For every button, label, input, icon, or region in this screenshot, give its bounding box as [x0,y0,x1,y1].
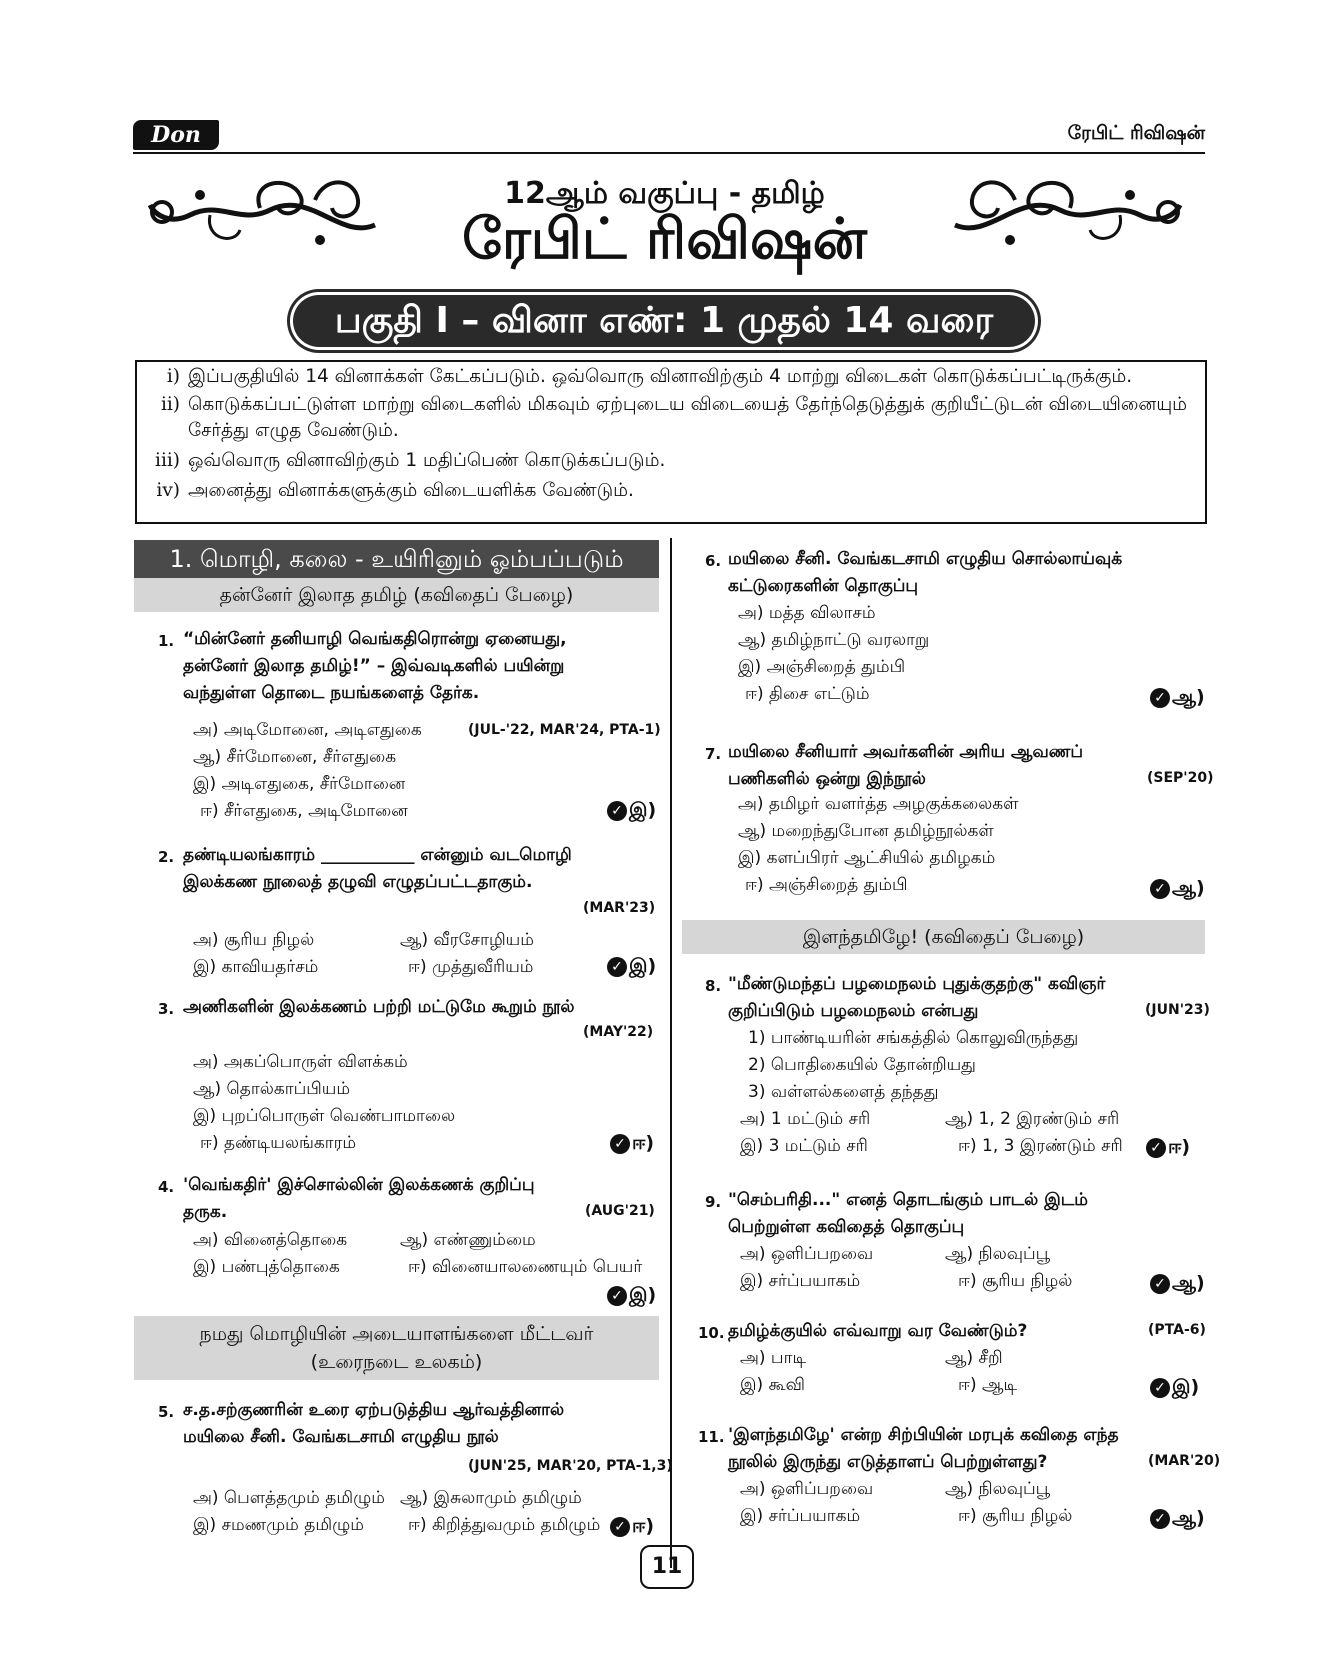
exam-tag: (MAR'20) [1148,1453,1221,1469]
question-number: 3. [158,1000,175,1018]
class-subtitle: 12ஆம் வகுப்பு - தமிழ் [504,176,825,211]
question-text: தன்னேர் இலாத தமிழ்!” – இவ்வடிகளில் பயின்று [183,656,565,676]
option: இ) சமணமும் தமிழும் [193,1515,364,1535]
question-text: கட்டுரைகளின் தொகுப்பு [728,576,919,596]
option: அ) ஒளிப்பறவை [740,1479,874,1499]
question-text: மயிலை சீனி. வேங்கடசாமி எழுதிய சொல்லாய்வுக் [728,549,1123,569]
exam-tag: (AUG'21) [585,1203,655,1219]
option: ஈ) முத்துவீரியம் [408,957,534,977]
option: ஈ) சூரிய நிழல் [958,1271,1073,1291]
instruction-line: iv) அனைத்து வினாக்களுக்கும் விடையளிக்க வேண்டும். [156,480,634,501]
check-icon: ✓ [1150,688,1170,708]
question-number: 8. [705,977,722,995]
question-number: 5. [158,1403,175,1421]
option: ஆ) எண்ணும்மை [400,1230,536,1250]
check-icon: ✓ [607,1286,627,1306]
answer-mark: ✓ ஈ) [610,1515,654,1540]
option: ஆ) நிலவுப்பூ [945,1244,1051,1264]
question-text: மயிலை சீனியார் அவர்களின் அரிய ஆவணப் [728,742,1084,762]
brand-logo: Don [133,120,219,150]
exam-tag: (MAR'23) [583,900,656,916]
check-icon: ✓ [1150,879,1170,899]
question-text: தண்டியலங்காரம் ___________ என்னும் வடமொழி [183,845,572,865]
section-heading-line: நமது மொழியின் அடையாளங்களை மீட்டவர் [199,1323,594,1345]
option: இ) கூவி [740,1375,805,1395]
statement: 3) வள்ளல்களைத் தந்தது [748,1082,939,1102]
check-icon: ✓ [1150,1274,1170,1294]
question-text: பெற்றுள்ள கவிதைத் தொகுப்பு [728,1217,965,1237]
check-icon: ✓ [607,957,627,977]
option: ஆ) மறைந்துபோன தமிழ்நூல்கள் [738,821,994,841]
instruction-line: ii) கொடுக்கப்பட்டுள்ள மாற்று விடைகளில் மிகவும் ஏற்புடைய விடையைத் தேர்ந்தெடுத்துக் குறியீட்டுடன் விடையினையும் [160,394,1188,415]
exam-tag: (MAY'22) [583,1024,654,1040]
option: ஈ) சீர்எதுகை, அடிமோனை [200,801,408,821]
answer-mark: ✓ இ) [607,1284,656,1309]
question-text: மயிலை சீனி. வேங்கடசாமி எழுதிய நூல் [183,1427,499,1447]
exam-tag: (JUN'25, MAR'20, PTA-1,3) [468,1458,673,1474]
option: இ) சர்ப்பயாகம் [740,1506,861,1526]
question-number: 9. [705,1193,722,1211]
answer-mark: ✓ இ) [607,799,656,824]
answer-mark: ✓ ஆ) [1150,686,1205,711]
exam-tag: (SEP'20) [1147,770,1214,786]
running-title: ரேபிட் ரிவிஷன் [1067,122,1205,144]
option: அ) அகப்பொருள் விளக்கம் [193,1052,408,1072]
question-text: தமிழ்க்குயில் எவ்வாறு வர வேண்டும்? [728,1321,1028,1341]
main-title: ரேபிட் ரிவிஷன் [462,206,867,272]
option: இ) 3 மட்டும் சரி [740,1136,868,1156]
option: ஆ) நிலவுப்பூ [945,1479,1051,1499]
check-icon: ✓ [1150,1509,1170,1529]
instructions-box [135,360,1207,524]
section-heading-line: (உரைநடை உலகம்) [310,1351,483,1373]
option: இ) களப்பிரர் ஆட்சியில் தமிழகம் [738,848,996,868]
option: இ) காவியதர்சம் [193,957,319,977]
option: அ) வினைத்தொகை [193,1230,348,1250]
check-icon: ✓ [1150,1378,1170,1398]
exam-tag: (PTA-6) [1148,1322,1206,1338]
question-text: “மின்னேர் தனியாழி வெங்கதிரொன்று ஏனையது, [183,629,567,649]
option: ஆ) வீரசோழியம் [400,930,534,950]
option: ஈ) அஞ்சிறைத் தும்பி [745,875,908,895]
question-text: அணிகளின் இலக்கணம் பற்றி மட்டுமே கூறும் நூல் [183,997,575,1017]
option: அ) ஒளிப்பறவை [740,1244,874,1264]
question-number: 6. [705,552,722,570]
check-icon: ✓ [1146,1138,1166,1158]
answer-mark: ✓ ஈ) [610,1132,654,1157]
question-text: 'இளந்தமிழே' என்ற சிற்பியின் மரபுக் கவிதை எந்த [728,1425,1119,1445]
question-text: குறிப்பிடும் பழமைநலம் என்பது [728,1001,979,1021]
check-icon: ✓ [607,801,627,821]
option: அ) பௌத்தமும் தமிழும் [193,1488,385,1508]
option: ஆ) 1, 2 இரண்டும் சரி [945,1109,1120,1129]
page-number: 11 [640,1545,694,1589]
instruction-line: iii) ஒவ்வொரு வினாவிற்கும் 1 மதிப்பெண் கொடுக்கப்படும். [155,450,666,471]
option: அ) தமிழர் வளர்த்த அழகுக்கலைகள் [738,794,1019,814]
question-text: இலக்கண நூலைத் தழுவி எழுதப்பட்டதாகும். [183,872,533,892]
option: ஆ) சீர்மோனை, சீர்எதுகை [193,747,397,767]
section-heading: இளந்தமிழே! (கவிதைப் பேழை) [682,920,1205,954]
answer-mark: ✓ ஆ) [1150,1507,1205,1532]
question-number: 10. [698,1324,725,1342]
option: ஈ) ஆடி [958,1375,1018,1395]
question-text: பணிகளில் ஒன்று இந்நூல் [728,769,926,789]
question-text: தருக. [183,1202,228,1222]
option: இ) அஞ்சிறைத் தும்பி [738,657,906,677]
option: ஈ) 1, 3 இரண்டும் சரி [958,1136,1123,1156]
question-number: 11. [698,1428,725,1446]
statement: 1) பாண்டியரின் சங்கத்தில் கொலுவிருந்தது [748,1028,1079,1048]
answer-mark: ✓ ஆ) [1150,877,1205,902]
question-text: "செம்பரிதி..." எனத் தொடங்கும் பாடல் இடம் [728,1190,1088,1210]
question-number: 1. [158,632,175,650]
answer-mark: ✓ ஈ) [1146,1136,1190,1161]
option: ஈ) தண்டியலங்காரம் [200,1133,357,1153]
part-banner: பகுதி I – வினா எண்: 1 முதல் 14 வரை [290,292,1038,350]
exam-tag: (JUL-'22, MAR'24, PTA-1) [468,722,661,738]
exam-tag: (JUN'23) [1145,1002,1210,1018]
option: இ) புறப்பொருள் வெண்பாமாலை [193,1106,456,1126]
answer-mark: ✓ இ) [1150,1376,1199,1401]
option: ஆ) தமிழ்நாட்டு வரலாறு [738,630,930,650]
question-number: 7. [705,745,722,763]
question-text: நூலில் இருந்து எடுத்தாளப் பெற்றுள்ளது? [728,1452,1048,1472]
question-number: 4. [158,1178,175,1196]
question-text: "மீண்டுமந்தப் பழமைநலம் புதுக்குதற்கு" கவிஞர் [728,974,1106,994]
option: ஈ) கிறித்துவமும் தமிழும் [408,1515,601,1535]
column-divider [670,538,672,1568]
option: ஆ) சீறி [945,1348,1003,1368]
check-icon: ✓ [610,1134,630,1154]
question-text: 'வெங்கதிர்' இச்சொல்லின் இலக்கணக் குறிப்பு [183,1175,535,1195]
instruction-line: i) இப்பகுதியில் 14 வினாக்கள் கேட்கப்படும். ஒவ்வொரு வினாவிற்கும் 4 மாற்று விடைகள் கொடுக்கப்பட்டிருக்கும். [166,366,1133,387]
option: அ) மத்த விலாசம் [738,603,876,623]
header-rule [133,152,1205,154]
option: இ) சர்ப்பயாகம் [740,1271,861,1291]
option: அ) பாடி [740,1348,806,1368]
option: ஈ) திசை எட்டும் [745,684,870,704]
option: இ) அடிஎதுகை, சீர்மோனை [193,774,406,794]
chapter-heading: 1. மொழி, கலை - உயிரினும் ஓம்பப்படும் [134,540,659,578]
option: ஆ) இசுலாமும் தமிழும் [400,1488,582,1508]
option: ஈ) சூரிய நிழல் [958,1506,1073,1526]
option: அ) சூரிய நிழல் [193,930,315,950]
check-icon: ✓ [610,1517,630,1537]
option: ஆ) தொல்காப்பியம் [193,1079,351,1099]
instruction-line: சேர்த்து எழுத வேண்டும். [188,420,399,441]
statement: 2) பொதிகையில் தோன்றியது [748,1055,976,1075]
option: இ) பண்புத்தொகை [193,1257,340,1277]
section-heading: தன்னேர் இலாத தமிழ் (கவிதைப் பேழை) [134,578,659,612]
question-number: 2. [158,848,175,866]
answer-mark: ✓ ஆ) [1150,1272,1205,1297]
answer-mark: ✓ இ) [607,955,656,980]
option: ஈ) வினையாலணையும் பெயர் [408,1257,643,1277]
section-heading [134,1316,659,1380]
option: அ) அடிமோனை, அடிஎதுகை [193,720,422,740]
question-text: வந்துள்ள தொடை நயங்களைத் தேர்க. [183,683,480,703]
question-text: ச.த.சற்குணரின் உரை ஏற்படுத்திய ஆர்வத்தினால் [183,1400,565,1420]
option: அ) 1 மட்டும் சரி [740,1109,871,1129]
